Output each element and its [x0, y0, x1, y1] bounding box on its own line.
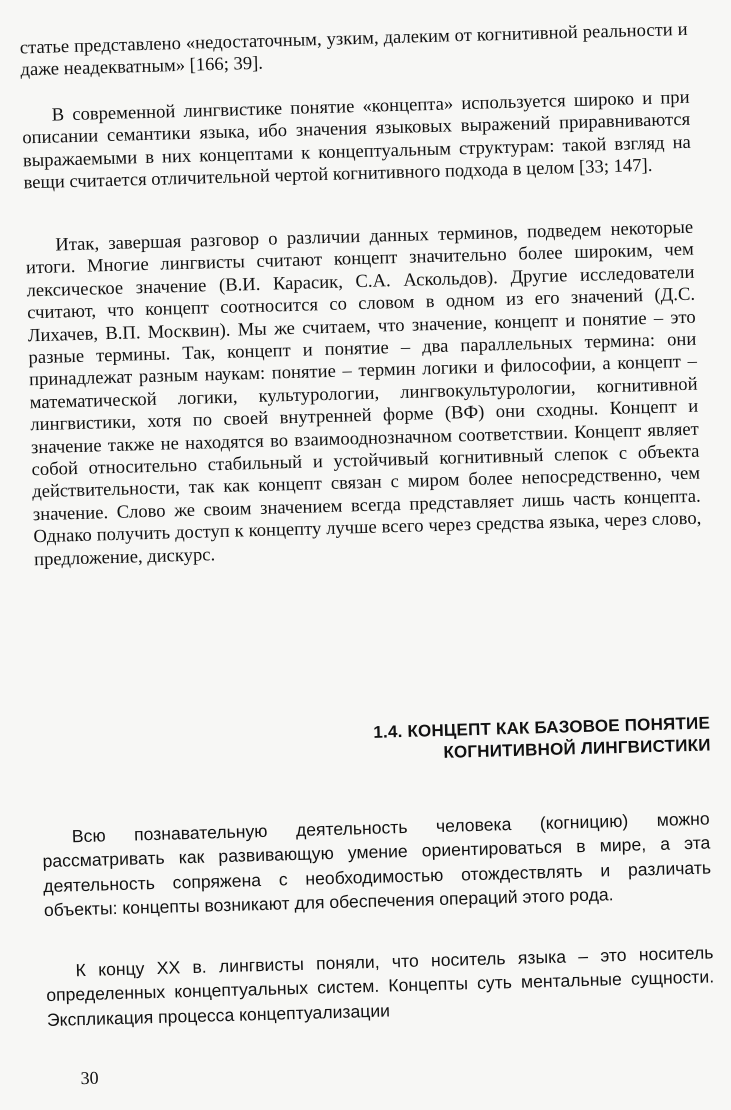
page-number: 30: [80, 1067, 99, 1089]
paragraph-continuation: статье представлено «недостаточным, узким, далеким от когнитивной реальности и даже неадекватным» [166; 39].: [19, 18, 688, 81]
paragraph-summary: Итак, завершая разговор о различии данных терминов, подведем некоторые итоги. Многие лингвисты считают концепт значительно более широким, чем лексическое значение (В.И. Карасик, С.А. Аскольдов). Другие исследователи считают, что концепт соотносится со словом в одном из его значений (Д.С. Лихачев, В.П. Москвин). Мы же считаем, что значение, концепт и понятие – это разные термины. Так, концепт и понятие – два параллельных термина: они принадлежат разным наукам: понятие – термин логики и философии, а концепт – математической логики, культурологии, лингвокультурологии, когнитивной лингвистики, хотя по своей внутренней форме (ВФ) они сходны. Концепт и значение также не находятся во взаимооднозначном соответствии. Концепт являет собой относительно стабильный и устойчивый когнитивный слепок с объекта действительности, так как концепт связан с миром более непосредственно, чем значение. Слово же своим значением всегда представляет лишь часть концепта. Однако получить доступ к концепту лучше всего через средства языка, через слово, предложение, дискурс.: [25, 216, 702, 570]
section-paragraph-cognition: Всю познавательную деятельность человека (когницию) можно рассматривать как развивающую умение ориентироваться в мире, а эта деятельность сопряжена с необходимостью отождествлять и различать объекты: концепты возникают для обеспечения операций этого рода.: [42, 808, 712, 921]
paragraph-concept-usage: В современной лингвистике понятие «концепта» используется широко и при описании семантики языка, ибо значения языковых выражений приравниваются выражаемыми в них концептами к концептуальным структурам: такой взгляд на вещи считается отличительной чертой когнитивного подхода в целом [33; 147].: [22, 86, 692, 194]
section-paragraph-speaker: К концу XX в. лингвисты поняли, что носитель языка – это носитель определенных концептуальных систем. Концепты суть ментальные сущности. Экспликация процесса концептуализации: [46, 942, 715, 1030]
section-heading: [373, 712, 711, 765]
section-heading-line-2: КОГНИТИВНОЙ ЛИНГВИСТИКИ: [443, 735, 711, 762]
section-heading-line-1: 1.4. КОНЦЕПТ КАК БАЗОВОЕ ПОНЯТИЕ: [373, 713, 711, 742]
